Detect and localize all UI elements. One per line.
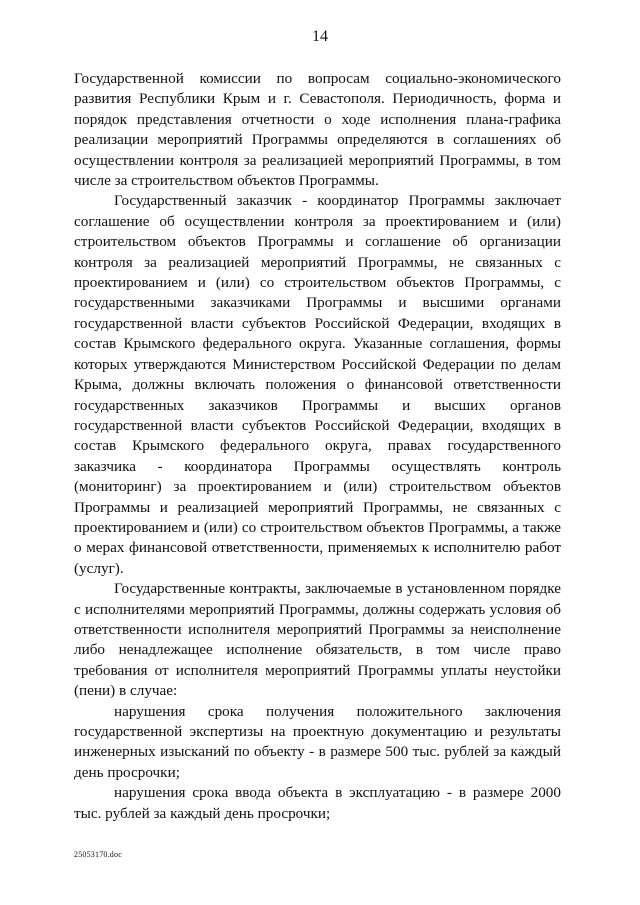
page-number: 14 bbox=[312, 28, 328, 45]
paragraph-agreements: Государственный заказчик - координатор Программы заключает соглашение об осуществлении контроля за проектированием и (или) строительством объектов Программы и соглашение об организации контроля за реализацией мероприятий Программы, не связанных с проектированием и (или) со строительством объектов Программы, с государственными заказчиками Программы и высшими органами государственной власти субъектов Российской Федерации, входящих в состав Крымского федерального округа. Указанные соглашения, формы которых утверждаются Министерством Российской Федерации по делам Крыма, должны включать положения о финансовой ответственности государственных заказчиков Программы и высших органов государственной власти субъектов Российской Федерации, входящих в состав Крымского федерального округа, правах государственного заказчика - координатора Программы осуществлять контроль (мониторинг) за проектированием и (или) строительством объектов Программы и реализацией мероприятий Программы, не связанных с проектированием и (или) со строительством объектов Программы, а также о мерах финансовой ответственности, применяемых к исполнителю работ (услуг). bbox=[74, 192, 561, 577]
paragraph-penalty-expertise: нарушения срока получения положительного заключения государственной экспертизы на проектную документацию и результаты инженерных изысканий по объекту - в размере 500 тыс. рублей за каждый день просрочки; bbox=[74, 702, 561, 781]
paragraph-contracts: Государственные контракты, заключаемые в установленном порядке с исполнителями мероприятий Программы, должны содержать условия об ответственности исполнителя мероприятий Программы за неисполнение либо ненадлежащее исполнение обязательств, в том числе право требования от исполнителя мероприятий Программы уплаты неустойки (пени) в случае: bbox=[74, 580, 561, 700]
paragraph-continuation: Государственной комиссии по вопросам социально-экономического развития Республики Крым и г. Севастополя. Периодичность, форма и порядок представления отчетности о ходе исполнения плана-графика реализации мероприятий Программы определяются в соглашениях об осуществлении контроля за реализацией мероприятий Программы, в том числе за строительством объектов Программы. bbox=[74, 70, 561, 190]
document-body bbox=[74, 69, 561, 824]
paragraph-penalty-commissioning: нарушения срока ввода объекта в эксплуатацию - в размере 2000 тыс. рублей за каждый день просрочки; bbox=[74, 784, 561, 822]
file-name-footer: 25053170.doc bbox=[74, 850, 122, 859]
